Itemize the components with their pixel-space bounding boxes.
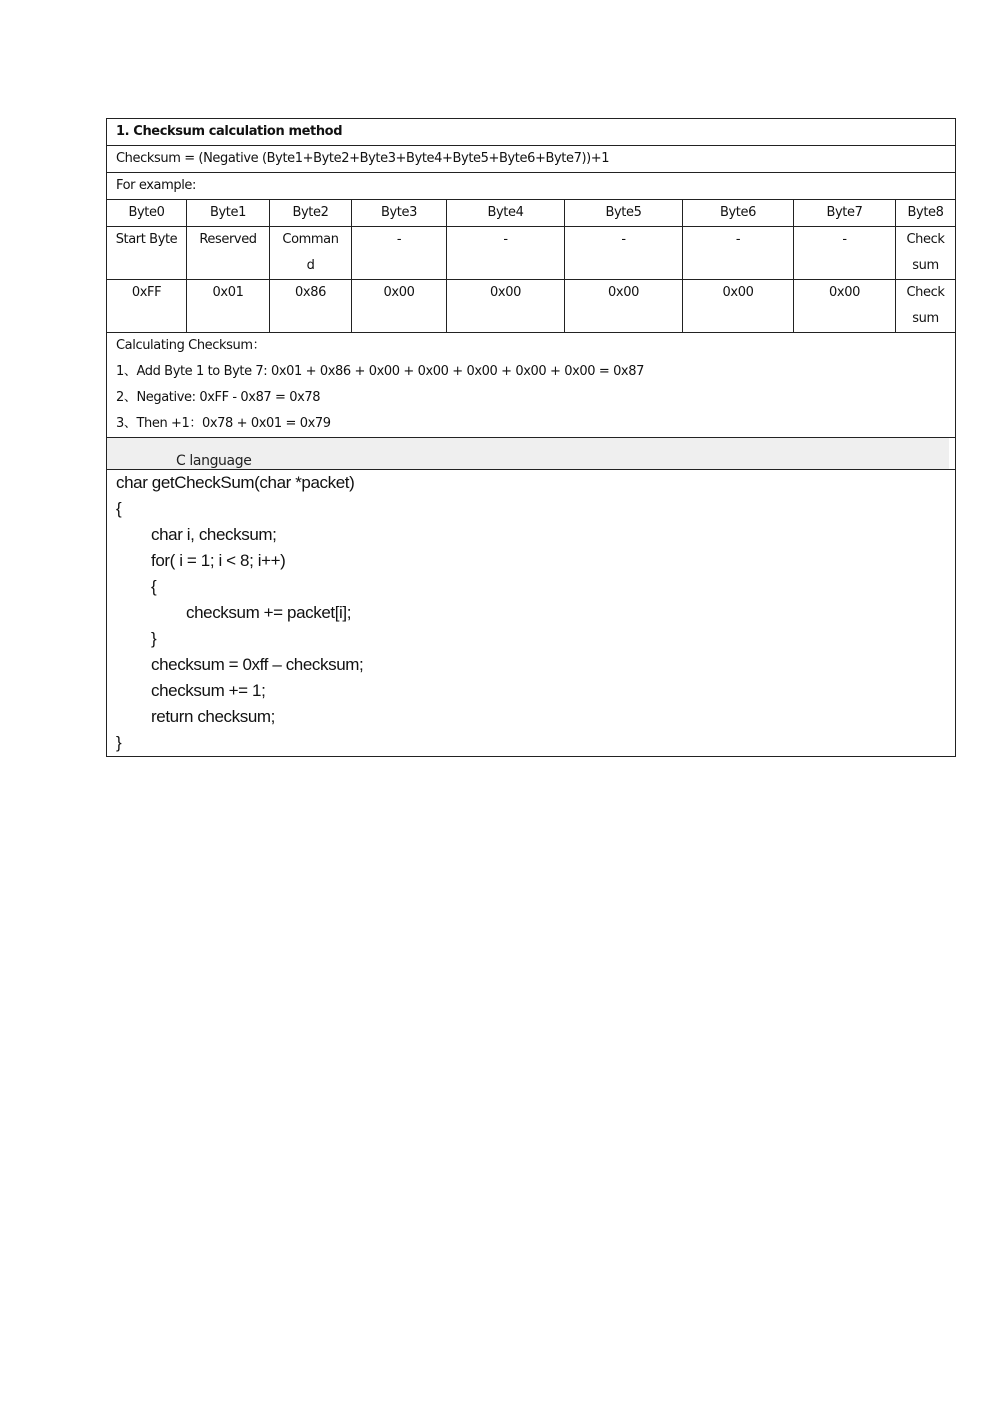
byte-header-4: Byte4 <box>447 200 565 227</box>
checksum-formula: Checksum = (Negative (Byte1+Byte2+Byte3+Byte4+Byte5+Byte6+Byte7))+1 <box>107 146 956 173</box>
code-line: char i, checksum; <box>151 525 277 544</box>
byte-header-7: Byte7 <box>794 200 896 227</box>
byte-value-4: 0x00 <box>447 280 565 333</box>
code-line: { <box>116 499 122 518</box>
byte-value-0: 0xFF <box>107 280 187 333</box>
byte-description-row <box>107 227 956 280</box>
code-line: } <box>116 733 122 752</box>
code-block <box>107 470 956 757</box>
byte-desc-3: - <box>352 227 447 280</box>
byte-value-6: 0x00 <box>683 280 794 333</box>
byte-desc-7: - <box>794 227 896 280</box>
byte-header-row <box>107 200 956 227</box>
byte-value-row <box>107 280 956 333</box>
byte-desc-8: Check sum <box>906 232 945 273</box>
byte-value-1: 0x01 <box>187 280 270 333</box>
code-line: checksum += packet[i]; <box>186 603 352 622</box>
byte-desc-0: Start Byte <box>107 227 187 280</box>
calculation-step-3: 3、Then +1：0x78 + 0x01 = 0x79 <box>116 416 331 431</box>
byte-desc-2: Comman d <box>282 232 339 273</box>
code-line: { <box>151 577 157 596</box>
byte-header-3: Byte3 <box>352 200 447 227</box>
checksum-table <box>106 118 956 757</box>
byte-value-3: 0x00 <box>352 280 447 333</box>
calculation-step-1: 1、Add Byte 1 to Byte 7: 0x01 + 0x86 + 0x00 + 0x00 + 0x00 + 0x00 + 0x00 = 0x87 <box>116 364 644 379</box>
byte-desc-5: - <box>565 227 683 280</box>
byte-header-6: Byte6 <box>683 200 794 227</box>
code-line: } <box>151 629 157 648</box>
byte-header-5: Byte5 <box>565 200 683 227</box>
code-line: char getCheckSum(char *packet) <box>116 473 355 492</box>
section-title: 1. Checksum calculation method <box>107 119 956 146</box>
byte-value-2: 0x86 <box>270 280 352 333</box>
code-language-header <box>107 438 956 470</box>
code-line: checksum += 1; <box>151 681 266 700</box>
code-line: return checksum; <box>151 707 275 726</box>
code-line: for( i = 1; i < 8; i++) <box>151 551 286 570</box>
byte-desc-4: - <box>447 227 565 280</box>
example-label: For example: <box>107 173 956 200</box>
byte-header-0: Byte0 <box>107 200 187 227</box>
calculation-heading: Calculating Checksum： <box>116 338 266 353</box>
byte-desc-6: - <box>683 227 794 280</box>
code-language-label: C language <box>176 453 252 469</box>
byte-value-8: Check sum <box>906 285 945 326</box>
byte-header-2: Byte2 <box>270 200 352 227</box>
byte-value-7: 0x00 <box>794 280 896 333</box>
calculation-step-2: 2、Negative: 0xFF - 0x87 = 0x78 <box>116 390 321 405</box>
byte-value-5: 0x00 <box>565 280 683 333</box>
byte-header-8: Byte8 <box>896 200 956 227</box>
byte-desc-1: Reserved <box>187 227 270 280</box>
code-line: checksum = 0xff – checksum; <box>151 655 364 674</box>
byte-header-1: Byte1 <box>187 200 270 227</box>
calculation-block <box>107 333 956 438</box>
